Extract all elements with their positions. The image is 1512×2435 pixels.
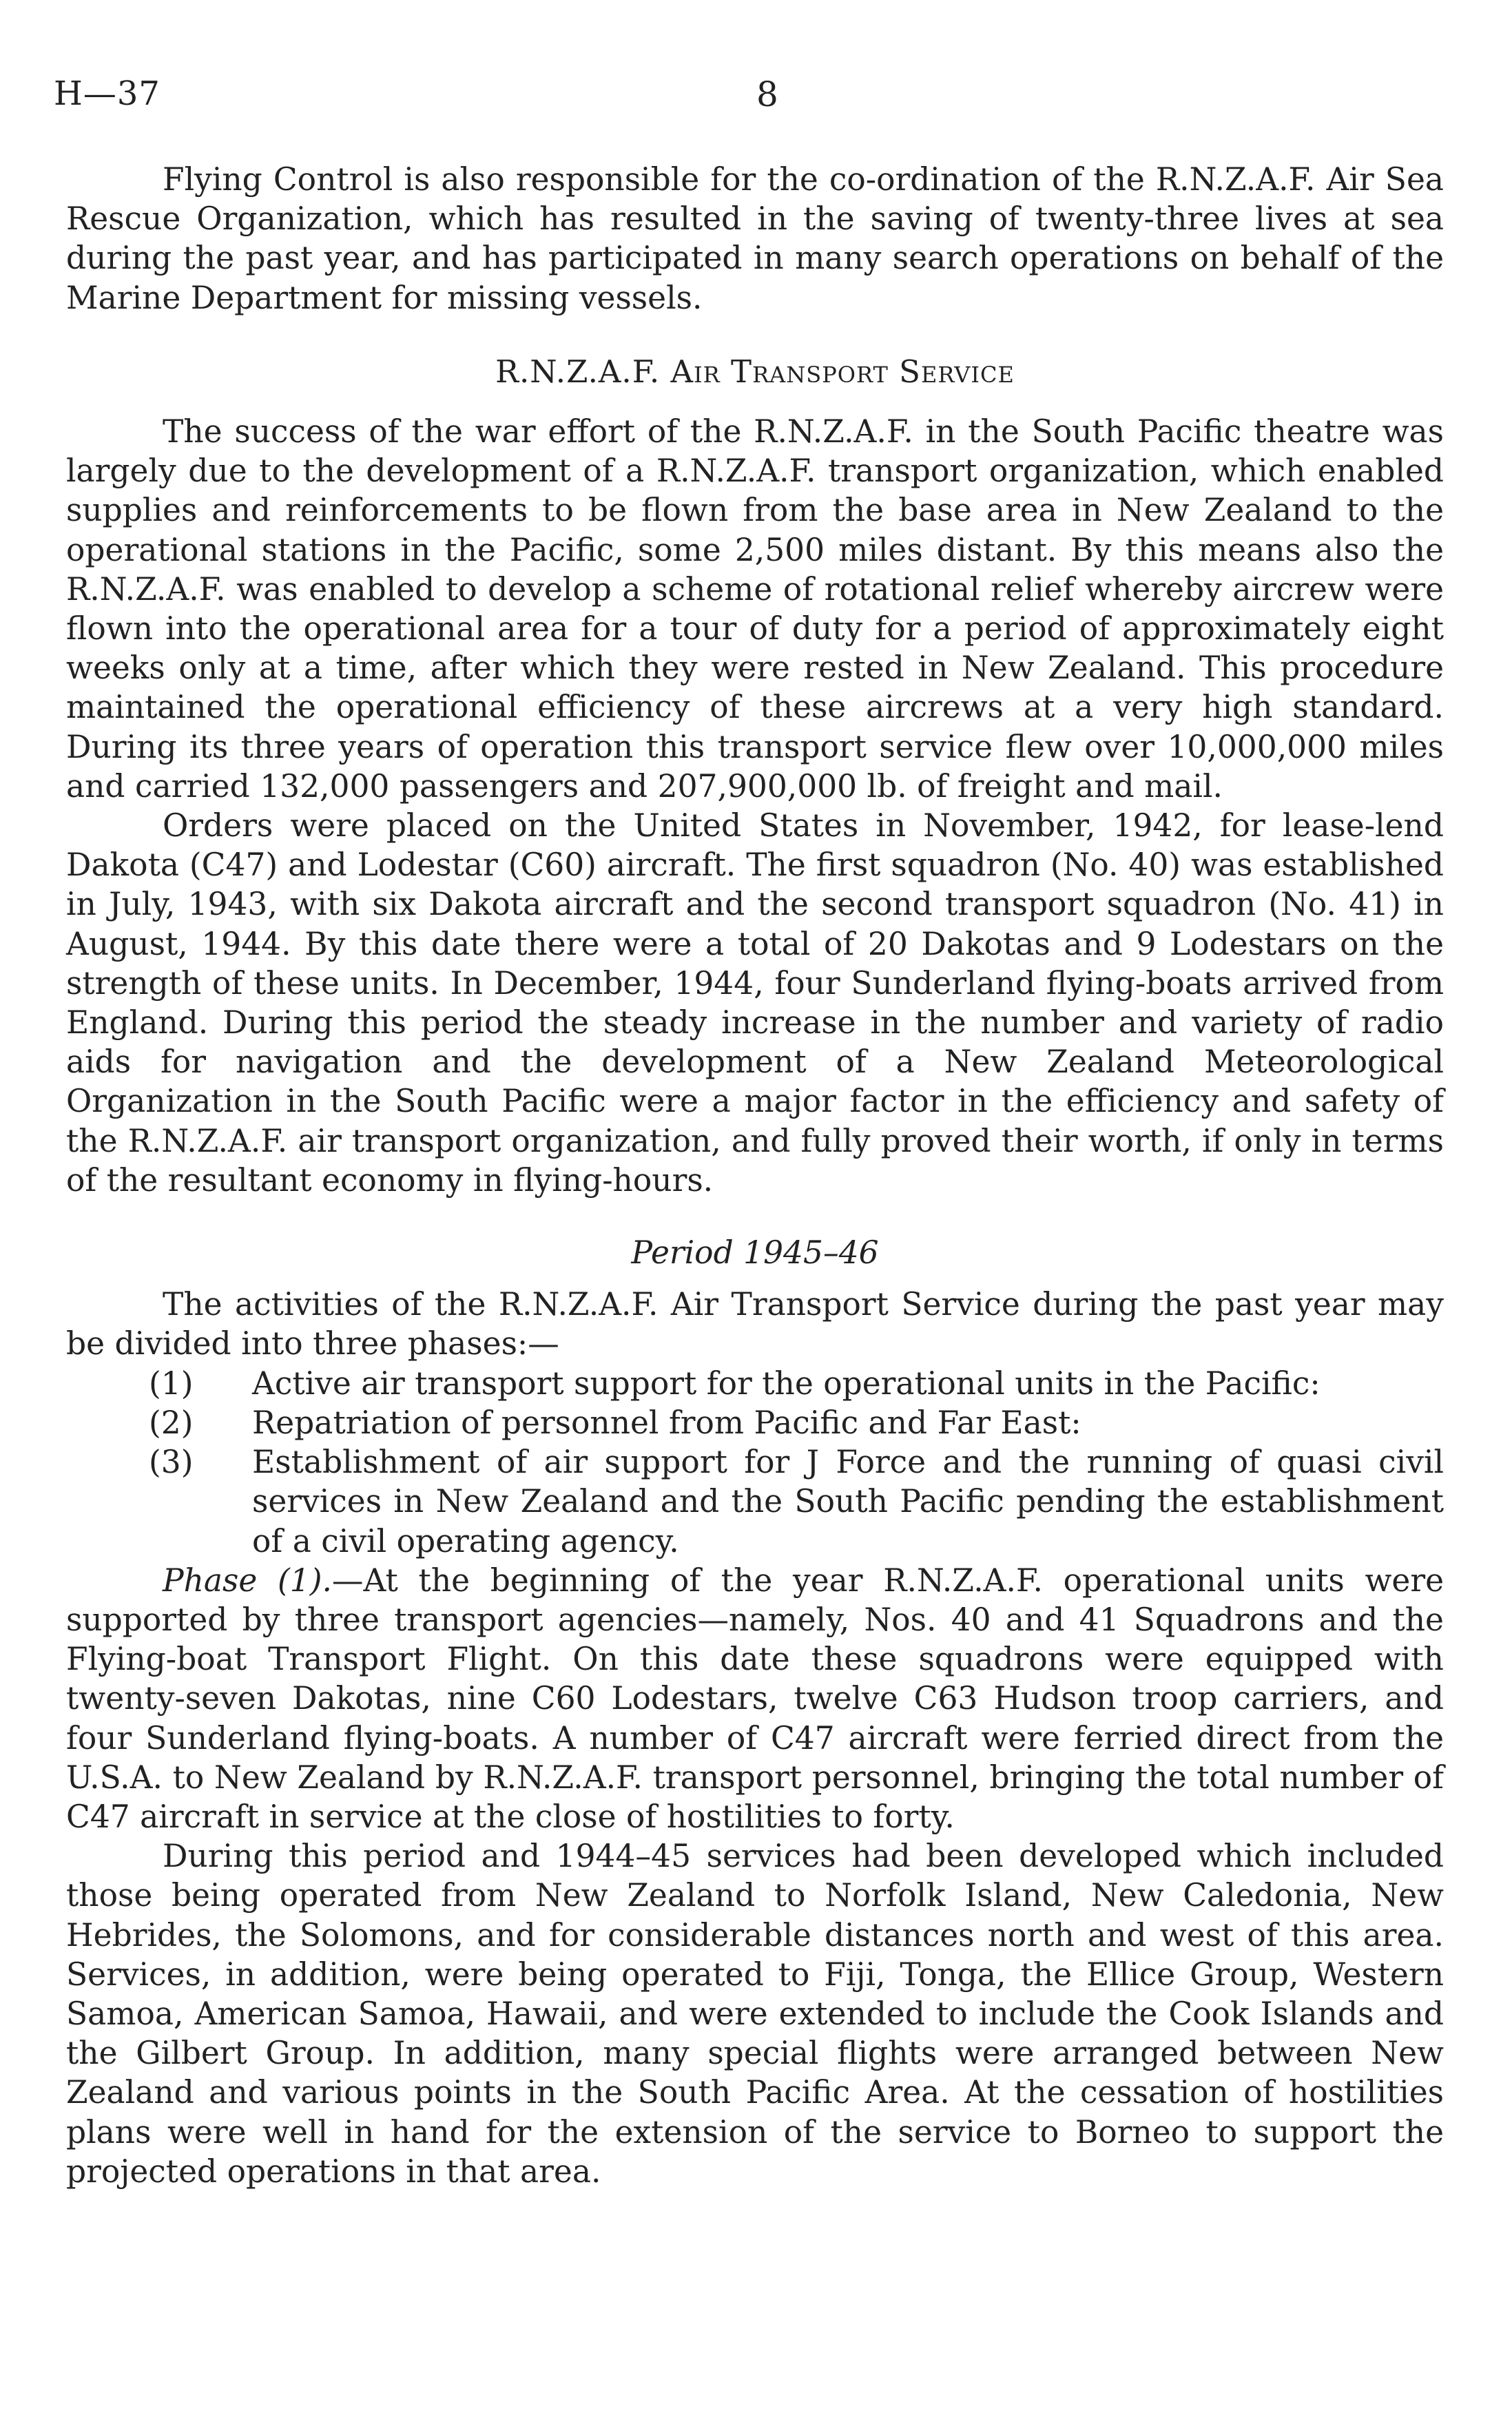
- period-heading: Period 1945–46: [631, 1234, 879, 1272]
- phase-item: [66, 1403, 1444, 1442]
- phase-number: (1): [149, 1365, 194, 1402]
- section-heading: [66, 352, 1444, 391]
- page-body: [66, 160, 1444, 2191]
- phase-text: Repatriation of personnel from Pacific and Far East:: [252, 1404, 1081, 1441]
- phase1-label: Phase (1).: [163, 1562, 332, 1599]
- phase-number: (3): [149, 1444, 194, 1481]
- page-number: 8: [756, 74, 778, 114]
- closing-paragraph: During this period and 1944–45 services had been developed which included those being operated from New Zealand to Norfolk Island, New Caledonia, New Hebrides, the Solomons, and for considerable distances north and west of this area. Services, in addition, were being operated to Fiji, Tonga, the Ellice Group, Western Samoa, American Samoa, Hawaii, and were extended to include the Cook Islands and the Gilbert Group. In addition, many special flights were arranged between New Zealand and various points in the South Pacific Area. At the cessation of hostilities plans were well in hand for the extension of the service to Borneo to support the projected operations in that area.: [66, 1838, 1444, 2190]
- period-intro: The activities of the R.N.Z.A.F. Air Transport Service during the past year may be divided into three phases:—: [66, 1286, 1444, 1362]
- page-header: [0, 74, 1512, 129]
- section-paragraph: Orders were placed on the United States in November, 1942, for lease-lend Dakota (C47) and Lodestar (C60) aircraft. The first squadron (No. 40) was established in July, 1943, with six Dakota aircraft and the second transport squadron (No. 41) in August, 1944. By this date there were a total of 20 Dakotas and 9 Lodestars on the strength of these units. In December, 1944, four Sunderland flying-boats arrived from England. During this period the steady increase in the number and variety of radio aids for navigation and the development of a New Zealand Meteorological Organization in the South Pacific were a major factor in the efficiency and safety of the R.N.Z.A.F. air transport organization, and fully proved their worth, if only in terms of the resultant economy in flying-hours.: [66, 807, 1444, 1199]
- phase-item: [66, 1364, 1444, 1403]
- phase-text: Active air transport support for the operational units in the Pacific:: [252, 1365, 1321, 1402]
- phase-item: [66, 1442, 1444, 1561]
- intro-paragraph: Flying Control is also responsible for the co-ordination of the R.N.Z.A.F. Air Sea Rescue Organization, which has resulted in the saving of twenty-three lives at sea during the past year, and has participated in many search operations on behalf of the Marine Department for missing vessels.: [66, 161, 1444, 316]
- section-heading-text: R.N.Z.A.F. Air Transport Service: [495, 353, 1015, 390]
- phase1-paragraph: [66, 1561, 1444, 1836]
- phase-number: (2): [149, 1404, 194, 1441]
- section-paragraph: The success of the war effort of the R.N.Z.A.F. in the South Pacific theatre was largely due to the development of a R.N.Z.A.F. transport organization, which enabled supplies and reinforcements to be flown from the base area in New Zealand to the operational stations in the Pacific, some 2,500 miles distant. By this means also the R.N.Z.A.F. was enabled to develop a scheme of rotational relief whereby aircrew were flown into the operational area for a tour of duty for a period of approximately eight weeks only at a time, after which they were rested in New Zealand. This procedure maintained the operational efficiency of these aircrews at a very high standard. During its three years of operation this transport service flew over 10,000,000 miles and carried 132,000 passengers and 207,900,000 lb. of freight and mail.: [66, 413, 1444, 805]
- document-reference: H—37: [54, 74, 160, 113]
- phase-text: Establishment of air support for J Force and the running of quasi civil services in New Zealand and the South Pacific pending the establishment of a civil operating agency.: [252, 1444, 1444, 1560]
- phase1-text: —At the beginning of the year R.N.Z.A.F. operational units were supported by three transport agencies—namely, Nos. 40 and 41 Squadrons and the Flying-boat Transport Flight. On this date these squadrons were equipped with twenty-seven Dakotas, nine C60 Lodestars, twelve C63 Hudson troop carriers, and four Sunderland flying-boats. A number of C47 aircraft were ferried direct from the U.S.A. to New Zealand by R.N.Z.A.F. transport personnel, bringing the total number of C47 aircraft in service at the close of hostilities to forty.: [66, 1562, 1444, 1835]
- phase-list: [66, 1364, 1444, 1561]
